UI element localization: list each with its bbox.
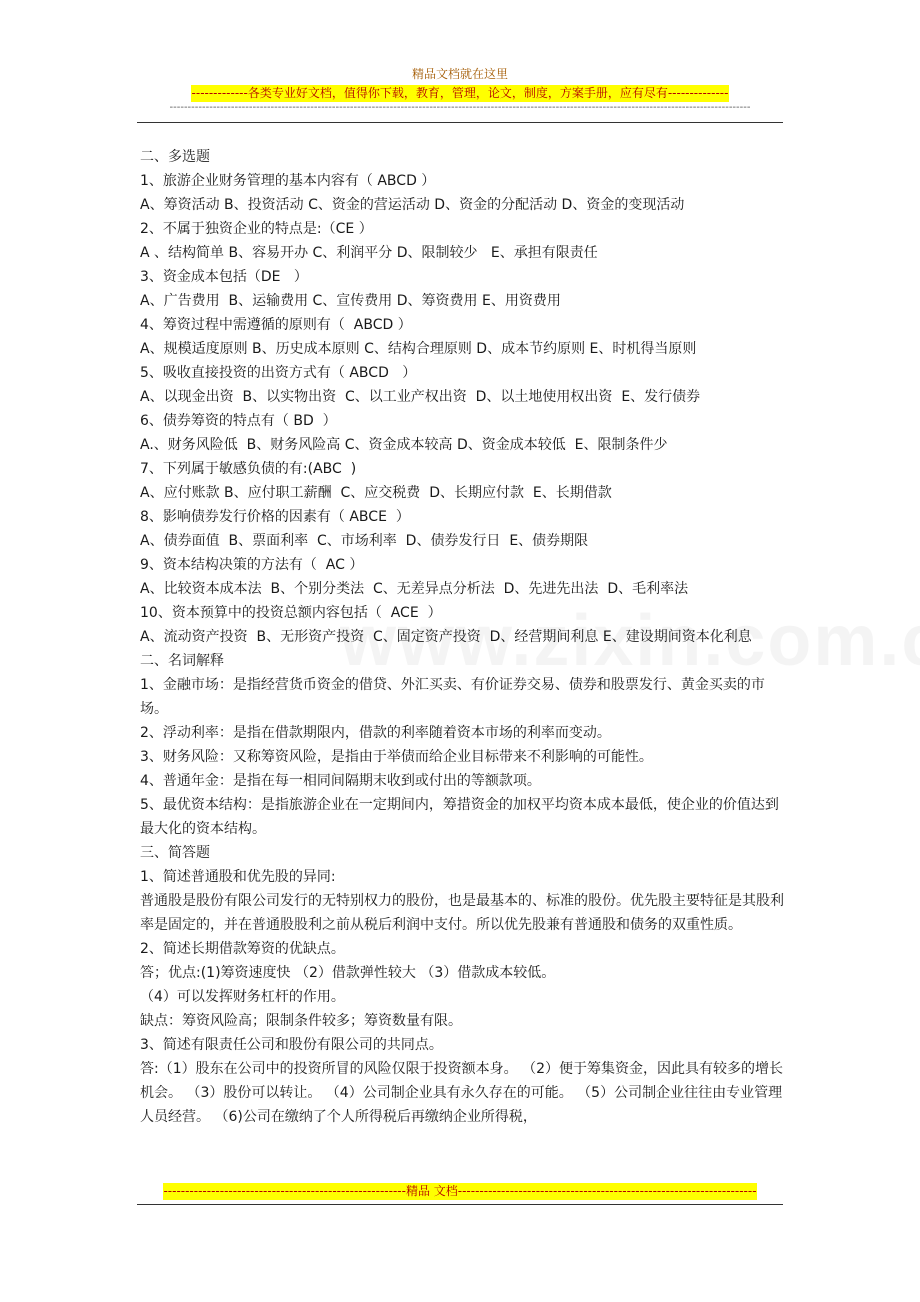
text-line: 二、多选题 — [140, 149, 210, 165]
text-line: A、比较资本成本法 B、个别分类法 C、无差异点分析法 D、先进先出法 D、毛利率法 — [140, 581, 689, 597]
text-line: 1、金融市场：是指经营货币资金的借贷、外汇买卖、有价证券交易、债券和股票发行、黄金买卖的市场。 — [140, 677, 765, 717]
header-title: 精品文档就在这里 — [411, 67, 508, 81]
text-line: A 、结构简单 B、容易开办 C、利润平分 D、限制较少 E、承担有限责任 — [140, 245, 598, 261]
text-line: 8、影响债券发行价格的因素有（ ABCE ） — [140, 509, 410, 525]
text-line: A、流动资产投资 B、无形资产投资 C、固定资产投资 D、经营期间利息 E、建设期间资本化利息 — [140, 629, 752, 645]
text-line: A、应付账款 B、应付职工薪酬 C、应交税费 D、长期应付款 E、长期借款 — [140, 485, 612, 501]
text-line: 2、不属于独资企业的特点是:（CE ） — [140, 221, 373, 237]
text-line: 10、资本预算中的投资总额内容包括（ ACE ） — [140, 605, 442, 621]
text-line: 5、吸收直接投资的出资方式有（ ABCD ） — [140, 365, 417, 381]
text-line: A、债券面值 B、票面利率 C、市场利率 D、债券发行日 E、债券期限 — [140, 533, 589, 549]
text-line: 3、简述有限责任公司和股份有限公司的共同点。 — [140, 1037, 443, 1053]
page-footer — [137, 1183, 783, 1204]
text-line: 三、简答题 — [140, 845, 210, 861]
footer-rule — [137, 1204, 783, 1205]
document-body — [140, 145, 784, 1129]
text-line: A、筹资活动 B、投资活动 C、资金的营运活动 D、资金的分配活动 D、资金的变现活动 — [140, 197, 685, 213]
text-line: 3、财务风险：又称筹资风险，是指由于举债而给企业目标带来不利影响的可能性。 — [140, 749, 653, 765]
text-line: 二、名词解释 — [140, 653, 224, 669]
footer-banner: --------------------------------------------------------精品 文档--------------------------------------------------------------------- — [163, 1184, 757, 1198]
text-line: 2、简述长期借款筹资的优缺点。 — [140, 941, 345, 957]
text-line: （4）可以发挥财务杠杆的作用。 — [140, 989, 345, 1005]
header-ad-banner: -------------各类专业好文档，值得你下载，教育，管理，论文，制度，方案手册，应有尽有-------------- — [191, 86, 729, 100]
text-line: 7、下列属于敏感负债的有:(ABC ) — [140, 461, 357, 477]
text-line: 9、资本结构决策的方法有（ AC ） — [140, 557, 364, 573]
text-line: A.、财务风险低 B、财务风险高 C、资金成本较高 D、资金成本较低 E、限制条件少 — [140, 437, 668, 453]
text-line: 5、最优资本结构：是指旅游企业在一定期间内，筹措资金的加权平均资本成本最低，使企业的价值达到最大化的资本结构。 — [140, 797, 779, 837]
text-line: A、广告费用 B、运输费用 C、宣传费用 D、筹资费用 E、用资费用 — [140, 293, 561, 309]
text-line: A、规模适度原则 B、历史成本原则 C、结构合理原则 D、成本节约原则 E、时机得当原则 — [140, 341, 697, 357]
text-line: 缺点：筹资风险高；限制条件较多；筹资数量有限。 — [140, 1013, 462, 1029]
page-header — [137, 66, 783, 114]
text-line: 答:（1）股东在公司中的投资所冒的风险仅限于投资额本身。 （2）便于筹集资金，因此具有较多的增长机会。 （3）股份可以转让。 （4）公司制企业具有永久存在的可能。 （5）公司制企业往往由专业管理人员经营。 （6)公司在缴纳了个人所得税后再缴纳企业所得税， — [140, 1061, 783, 1125]
text-line: 4、筹资过程中需遵循的原则有（ ABCD ） — [140, 317, 412, 333]
text-line: 3、资金成本包括（DE ） — [140, 269, 308, 285]
text-line: A、以现金出资 B、以实物出资 C、以工业产权出资 D、以土地使用权出资 E、发行债券 — [140, 389, 701, 405]
text-line: 2、浮动利率：是指在借款期限内，借款的利率随着资本市场的利率而变动。 — [140, 725, 611, 741]
text-line: 1、简述普通股和优先股的异同: — [140, 869, 336, 885]
text-line: 4、普通年金：是指在每一相同间隔期末收到或付出的等额款项。 — [140, 773, 541, 789]
text-line: 1、旅游企业财务管理的基本内容有（ ABCD ） — [140, 173, 436, 189]
text-line: 6、债券筹资的特点有（ BD ） — [140, 413, 337, 429]
text-line: 答；优点:(1)筹资速度快 （2）借款弹性较大 （3）借款成本较低。 — [140, 965, 556, 981]
text-line: 普通股是股份有限公司发行的无特别权力的股份，也是最基本的、标准的股份。优先股主要特征是其股利率是固定的，并在普通股股利之前从税后利润中支付。所以优先股兼有普通股和债务的双重性质。 — [140, 893, 784, 933]
header-dash-line: ----------------------------------------------------------------------------------------------------------------------------------------------------------------- — [169, 102, 751, 113]
header-rule — [137, 122, 783, 123]
